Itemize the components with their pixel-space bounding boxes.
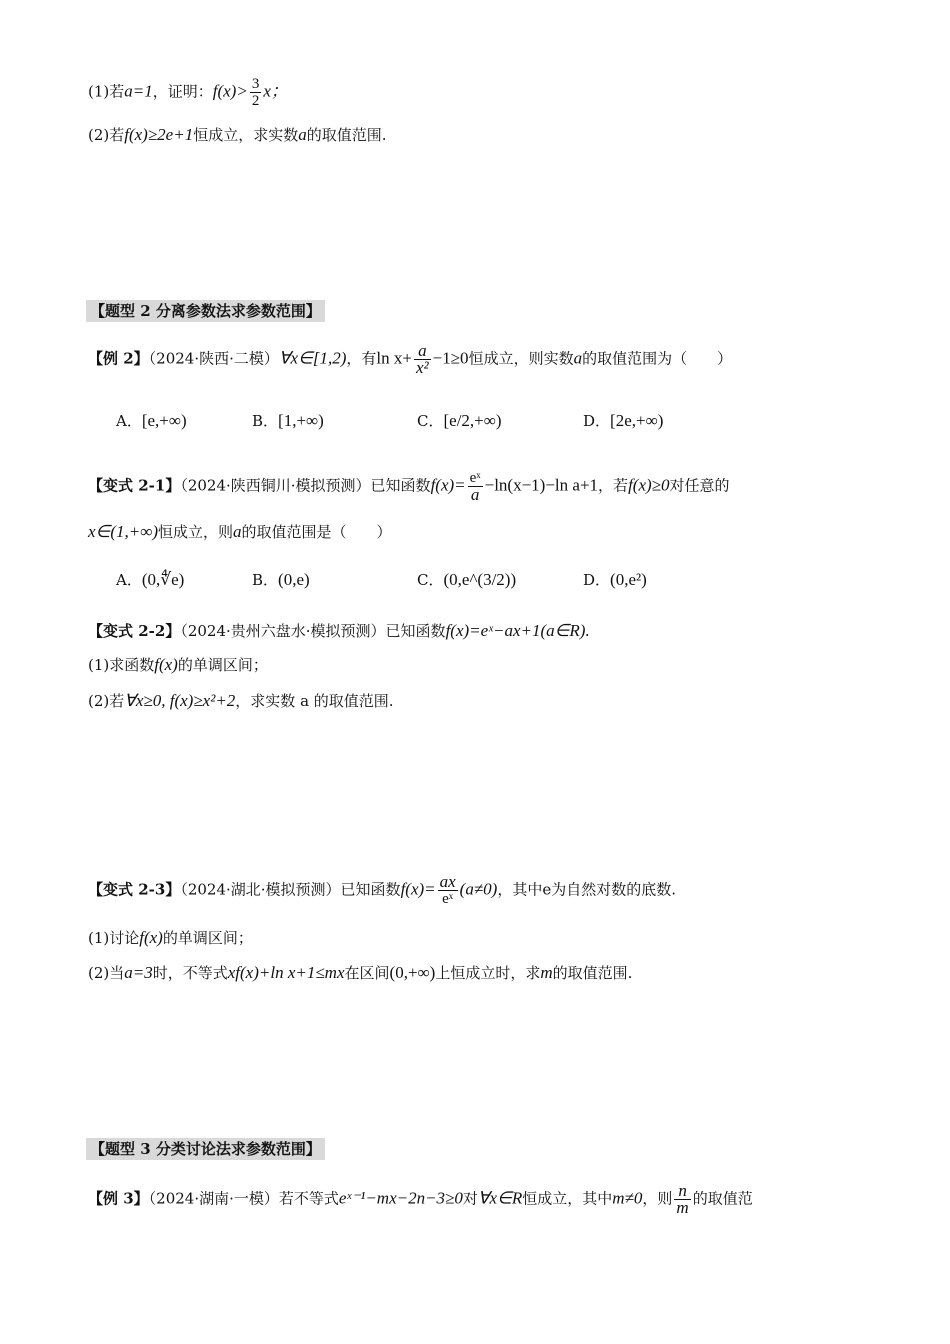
- example-2-expr-a: ln x+: [376, 348, 412, 368]
- example-2-option-b[interactable]: [252, 410, 324, 432]
- option-value: (0,e^(3/2)): [443, 570, 517, 589]
- example-2: [88, 343, 732, 376]
- variant-2-3-part2-expr: xf(x)+ln x+1≤mx: [227, 963, 345, 982]
- example-3: [88, 1183, 753, 1216]
- option-value: [2e,+∞): [610, 411, 664, 430]
- q1-part2: [88, 124, 387, 146]
- section-title-3: 【题型 3 分类讨论法求参数范围】: [86, 1138, 325, 1160]
- variant-2-1-frac-den: a: [470, 485, 480, 504]
- variant-2-2-part1-expr: f(x): [154, 655, 178, 674]
- variant-2-3-part1: [88, 927, 253, 949]
- variant-2-2: [88, 620, 590, 642]
- example-3-condition: ∀x∈R: [477, 1188, 523, 1208]
- variant-2-1-intro: 已知函数: [370, 476, 431, 495]
- variant-2-2-label: 【变式 2-2】: [88, 622, 181, 640]
- variant-2-3-part2-tail: 上恒成立时，求: [435, 964, 541, 982]
- variant-2-1-option-a[interactable]: [116, 569, 184, 591]
- variant-2-3-part1-expr: f(x): [139, 928, 163, 947]
- q1-part1: [88, 76, 288, 109]
- example-2-end: 的取值范围为（ ）: [582, 349, 733, 368]
- variant-2-1-condition: f(x)≥0: [628, 475, 670, 495]
- example-3-fraction: [674, 1183, 690, 1216]
- variant-2-2-expr: f(x)=eˣ−ax+1(a∈R).: [445, 621, 590, 640]
- variant-2-1-line2-var: a: [233, 522, 242, 541]
- q1-part1-lhs: f(x)>: [212, 81, 248, 101]
- variant-2-1-option-d[interactable]: [583, 569, 647, 591]
- q1-part2-tail: 恒成立，求实数: [193, 126, 299, 144]
- example-2-fraction: [414, 343, 431, 376]
- option-label: B．: [252, 571, 279, 589]
- q1-part1-prefix: (1)若: [88, 82, 125, 101]
- example-3-frac-num: n: [674, 1183, 690, 1200]
- variant-2-1-mid: ，若: [598, 476, 629, 495]
- example-3-end: 的取值范: [692, 1189, 753, 1208]
- option-label: A．: [116, 412, 142, 430]
- example-3-label: 【例 3】: [88, 1189, 149, 1208]
- variant-2-1-fraction: [468, 470, 483, 503]
- variant-2-3-tail: ，其中e为自然对数的底数.: [497, 880, 676, 899]
- variant-2-3-frac-den: eˣ: [442, 891, 454, 907]
- option-label: C．: [417, 571, 444, 589]
- q1-part2-expr: f(x)≥2e+1: [124, 125, 194, 144]
- section-title-2: 【题型 2 分离参数法求参数范围】: [86, 300, 325, 322]
- variant-2-2-part2-prefix: (2)若: [88, 692, 125, 710]
- example-3-tail: 恒成立，其中: [522, 1189, 613, 1208]
- option-label: C．: [417, 412, 444, 430]
- q1-frac-den: 2: [251, 93, 260, 109]
- option-label: A．: [116, 571, 142, 589]
- variant-2-2-part2: [88, 690, 394, 712]
- example-2-frac-num: a: [414, 343, 431, 360]
- variant-2-1-option-b[interactable]: [252, 569, 310, 591]
- option-value: [1,+∞): [278, 411, 324, 430]
- variant-2-3-part2-mid: 时，不等式: [152, 964, 228, 982]
- variant-2-3: [88, 874, 676, 907]
- variant-2-1-line2-end: 的取值范围是（ ）: [241, 523, 392, 541]
- q1-part2-prefix: (2)若: [88, 126, 125, 144]
- example-2-option-d[interactable]: [583, 410, 663, 432]
- variant-2-3-part2: [88, 962, 632, 984]
- variant-2-3-part2-interval: (0,+∞): [389, 963, 436, 982]
- variant-2-3-part2-var: m: [540, 963, 553, 982]
- example-2-option-c[interactable]: [417, 410, 502, 432]
- option-value: (0,∜e): [141, 570, 185, 589]
- q1-part1-condition: a=1: [124, 81, 153, 101]
- variant-2-1-fx: f(x)=: [430, 475, 466, 495]
- example-2-var: a: [573, 348, 583, 368]
- example-3-condition-2: m≠0: [612, 1188, 643, 1208]
- variant-2-1-line2-tail: 恒成立，则: [158, 523, 234, 541]
- variant-2-3-label: 【变式 2-3】: [88, 880, 181, 899]
- example-3-frac-den: m: [676, 1198, 689, 1217]
- variant-2-1-label: 【变式 2-1】: [88, 476, 181, 495]
- variant-2-2-part2-tail: ，求实数 a 的取值范围.: [235, 692, 394, 710]
- variant-2-3-part1-prefix: (1)讨论: [88, 929, 140, 947]
- example-2-tail: 恒成立，则实数: [468, 349, 574, 368]
- example-2-frac-den: x²: [415, 358, 429, 377]
- example-3-mid2: ，则: [642, 1189, 673, 1208]
- q1-part2-var: a: [298, 125, 307, 144]
- q1-part2-end: 的取值范围.: [306, 126, 387, 144]
- option-label: D．: [583, 571, 611, 589]
- variant-2-3-part2-condition: a=3: [124, 963, 153, 982]
- variant-2-1-line2-condition: x∈(1,+∞): [88, 522, 159, 541]
- variant-2-2-source: （2024·贵州六盘水·模拟预测）: [180, 622, 386, 640]
- example-3-source: （2024·湖南·一模）: [148, 1189, 279, 1208]
- example-2-mid: ，有: [346, 349, 377, 368]
- variant-2-2-part2-expr: ∀x≥0, f(x)≥x²+2: [124, 691, 236, 710]
- variant-2-1-option-c[interactable]: [417, 569, 516, 591]
- example-2-option-a[interactable]: [116, 410, 187, 432]
- variant-2-3-part2-prefix: (2)当: [88, 964, 125, 982]
- option-value: (0,e): [278, 570, 310, 589]
- variant-2-1-source: （2024·陕西铜川·模拟预测）: [180, 476, 371, 495]
- variant-2-3-part1-tail: 的单调区间；: [162, 929, 253, 947]
- variant-2-3-fx: f(x)=: [400, 879, 436, 899]
- example-2-source: （2024·陕西·二模）: [148, 349, 279, 368]
- variant-2-3-condition: (a≠0): [459, 879, 498, 899]
- option-value: [e,+∞): [141, 411, 187, 430]
- variant-2-2-part1-tail: 的单调区间；: [177, 656, 268, 674]
- example-2-expr-b: −1≥0: [432, 348, 469, 368]
- variant-2-1-line2: [88, 521, 392, 543]
- variant-2-2-intro: 已知函数: [385, 622, 446, 640]
- example-2-label: 【例 2】: [88, 349, 149, 368]
- example-3-expr: eˣ⁻¹−mx−2n−3≥0: [338, 1188, 463, 1208]
- variant-2-3-part2-mid2: 在区间: [344, 964, 390, 982]
- option-value: (0,e²): [610, 570, 647, 589]
- variant-2-3-part2-end: 的取值范围.: [552, 964, 633, 982]
- variant-2-1-expr: −ln(x−1)−ln a+1: [484, 475, 599, 495]
- variant-2-3-frac-num: ax: [439, 872, 456, 891]
- variant-2-3-intro: 已知函数: [340, 880, 401, 899]
- q1-part1-fraction: [250, 76, 262, 109]
- option-value: [e/2,+∞): [443, 411, 502, 430]
- option-label: B．: [252, 412, 279, 430]
- variant-2-1-frac-num: eˣ: [469, 470, 481, 486]
- example-3-mid: 对: [462, 1189, 478, 1208]
- example-3-intro: 若不等式: [278, 1189, 339, 1208]
- variant-2-3-fraction: [438, 874, 458, 907]
- q1-part1-tail: x；: [263, 81, 288, 101]
- q1-frac-num: 3: [251, 76, 260, 92]
- variant-2-2-part1: [88, 654, 268, 676]
- option-label: D．: [583, 412, 611, 430]
- q1-part1-mid: ，证明：: [152, 82, 213, 101]
- variant-2-2-part1-prefix: (1)求函数: [88, 656, 155, 674]
- variant-2-3-source: （2024·湖北·模拟预测）: [180, 880, 341, 899]
- example-2-condition: ∀x∈[1,2): [278, 348, 347, 368]
- variant-2-1: [88, 470, 730, 503]
- variant-2-1-tail: 对任意的: [669, 476, 730, 495]
